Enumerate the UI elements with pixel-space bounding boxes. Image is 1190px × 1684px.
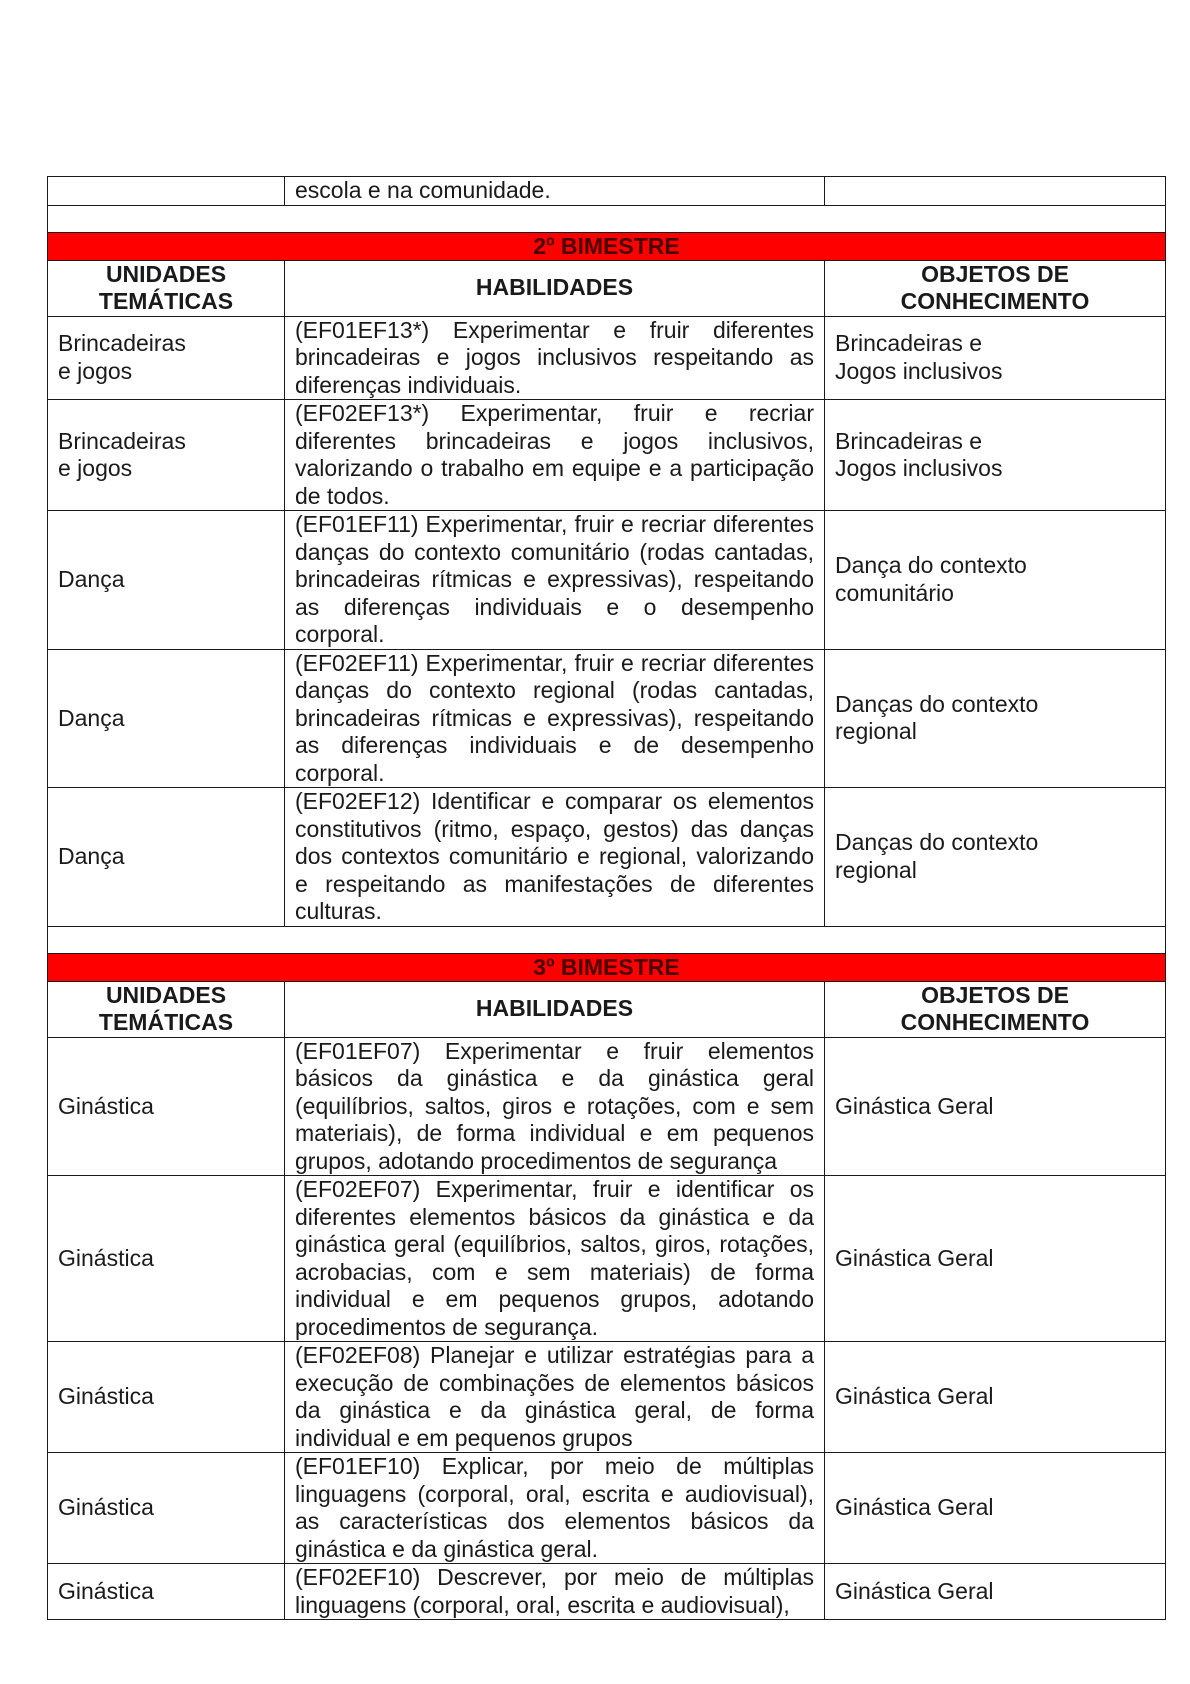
objeto-cell: Brincadeiras e Jogos inclusivos xyxy=(825,400,1166,511)
spacer-row xyxy=(48,205,1166,232)
objeto-cell: Ginástica Geral xyxy=(825,1564,1166,1620)
habilidade-cell: (EF02EF11) Experimentar, fruir e recriar diferentes danças do contexto regional (rodas cantadas, brincadeiras rítmicas e expressivas), respeitando as diferenças individuais e de desempenho corporal. xyxy=(285,649,825,788)
habilidade-cell: (EF01EF10) Explicar, por meio de múltiplas linguagens (corporal, oral, escrita e audiovisual), as características dos elementos básicos da ginástica e da ginástica geral. xyxy=(285,1453,825,1564)
objeto-cell: Ginástica Geral xyxy=(825,1342,1166,1453)
table-row xyxy=(48,649,1166,788)
unidade-cell: Ginástica xyxy=(48,1037,285,1176)
objeto-cell: Danças do contexto regional xyxy=(825,649,1166,788)
unidade-cell xyxy=(48,177,285,206)
table-row xyxy=(48,788,1166,927)
habilidade-cell: (EF02EF13*) Experimentar, fruir e recriar diferentes brincadeiras e jogos inclusivos, valorizando o trabalho em equipe e a participação de todos. xyxy=(285,400,825,511)
habilidade-cell: (EF01EF11) Experimentar, fruir e recriar diferentes danças do contexto comunitário (rodas cantadas, brincadeiras rítmicas e expressivas), respeitando as diferenças individuais e o desempenho corporal. xyxy=(285,511,825,650)
table-row xyxy=(48,316,1166,400)
table-row xyxy=(48,1176,1166,1342)
table-row xyxy=(48,511,1166,650)
header-objetos: OBJETOS DE CONHECIMENTO xyxy=(825,981,1166,1037)
unidade-cell: Dança xyxy=(48,788,285,927)
habilidade-cell: (EF01EF13*) Experimentar e fruir diferentes brincadeiras e jogos inclusivos respeitando as diferenças individuais. xyxy=(285,316,825,400)
header-objetos: OBJETOS DE CONHECIMENTO xyxy=(825,260,1166,316)
header-row xyxy=(48,260,1166,316)
table-row xyxy=(48,1564,1166,1620)
unidade-cell: Ginástica xyxy=(48,1564,285,1620)
objeto-cell: Dança do contexto comunitário xyxy=(825,511,1166,650)
unidade-cell: Ginástica xyxy=(48,1342,285,1453)
unidade-cell: Dança xyxy=(48,649,285,788)
unidade-cell: Brincadeiras e jogos xyxy=(48,316,285,400)
section-title: 3º BIMESTRE xyxy=(48,953,1166,981)
continuation-row xyxy=(48,177,1166,206)
habilidade-cell: (EF01EF07) Experimentar e fruir elementos básicos da ginástica e da ginástica geral (equilíbrios, saltos, giros e rotações, com e sem materiais), de forma individual e em pequenos grupos, adotando procedimentos de segurança xyxy=(285,1037,825,1176)
habilidade-cell: escola e na comunidade. xyxy=(285,177,825,206)
habilidade-cell: (EF02EF08) Planejar e utilizar estratégias para a execução de combinações de elementos básicos da ginástica e da ginástica geral, de forma individual e em pequenos grupos xyxy=(285,1342,825,1453)
habilidade-cell: (EF02EF10) Descrever, por meio de múltiplas linguagens (corporal, oral, escrita e audiovisual), xyxy=(285,1564,825,1620)
unidade-cell: Brincadeiras e jogos xyxy=(48,400,285,511)
table-row xyxy=(48,1342,1166,1453)
section-title: 2º BIMESTRE xyxy=(48,232,1166,260)
habilidade-cell: (EF02EF12) Identificar e comparar os elementos constitutivos (ritmo, espaço, gestos) das danças dos contextos comunitário e regional, valorizando e respeitando as manifestações de diferentes culturas. xyxy=(285,788,825,927)
spacer-row xyxy=(48,926,1166,953)
objeto-cell: Ginástica Geral xyxy=(825,1176,1166,1342)
unidade-cell: Ginástica xyxy=(48,1453,285,1564)
section-band xyxy=(48,953,1166,981)
curriculum-table xyxy=(47,176,1166,1620)
objeto-cell: Brincadeiras e Jogos inclusivos xyxy=(825,316,1166,400)
table-row xyxy=(48,1453,1166,1564)
unidade-cell: Dança xyxy=(48,511,285,650)
objeto-cell: Ginástica Geral xyxy=(825,1453,1166,1564)
header-unidades: UNIDADES TEMÁTICAS xyxy=(48,260,285,316)
objeto-cell: Ginástica Geral xyxy=(825,1037,1166,1176)
header-habilidades: HABILIDADES xyxy=(285,260,825,316)
spacer-cell xyxy=(48,926,1166,953)
habilidade-cell: (EF02EF07) Experimentar, fruir e identificar os diferentes elementos básicos da ginástica e da ginástica geral (equilíbrios, saltos, giros, rotações, acrobacias, com e sem materiais) de forma individual e em pequenos grupos, adotando procedimentos de segurança. xyxy=(285,1176,825,1342)
header-habilidades: HABILIDADES xyxy=(285,981,825,1037)
table-row xyxy=(48,400,1166,511)
section-band xyxy=(48,232,1166,260)
objeto-cell xyxy=(825,177,1166,206)
table-row xyxy=(48,1037,1166,1176)
header-unidades: UNIDADES TEMÁTICAS xyxy=(48,981,285,1037)
spacer-cell xyxy=(48,205,1166,232)
header-row xyxy=(48,981,1166,1037)
objeto-cell: Danças do contexto regional xyxy=(825,788,1166,927)
unidade-cell: Ginástica xyxy=(48,1176,285,1342)
